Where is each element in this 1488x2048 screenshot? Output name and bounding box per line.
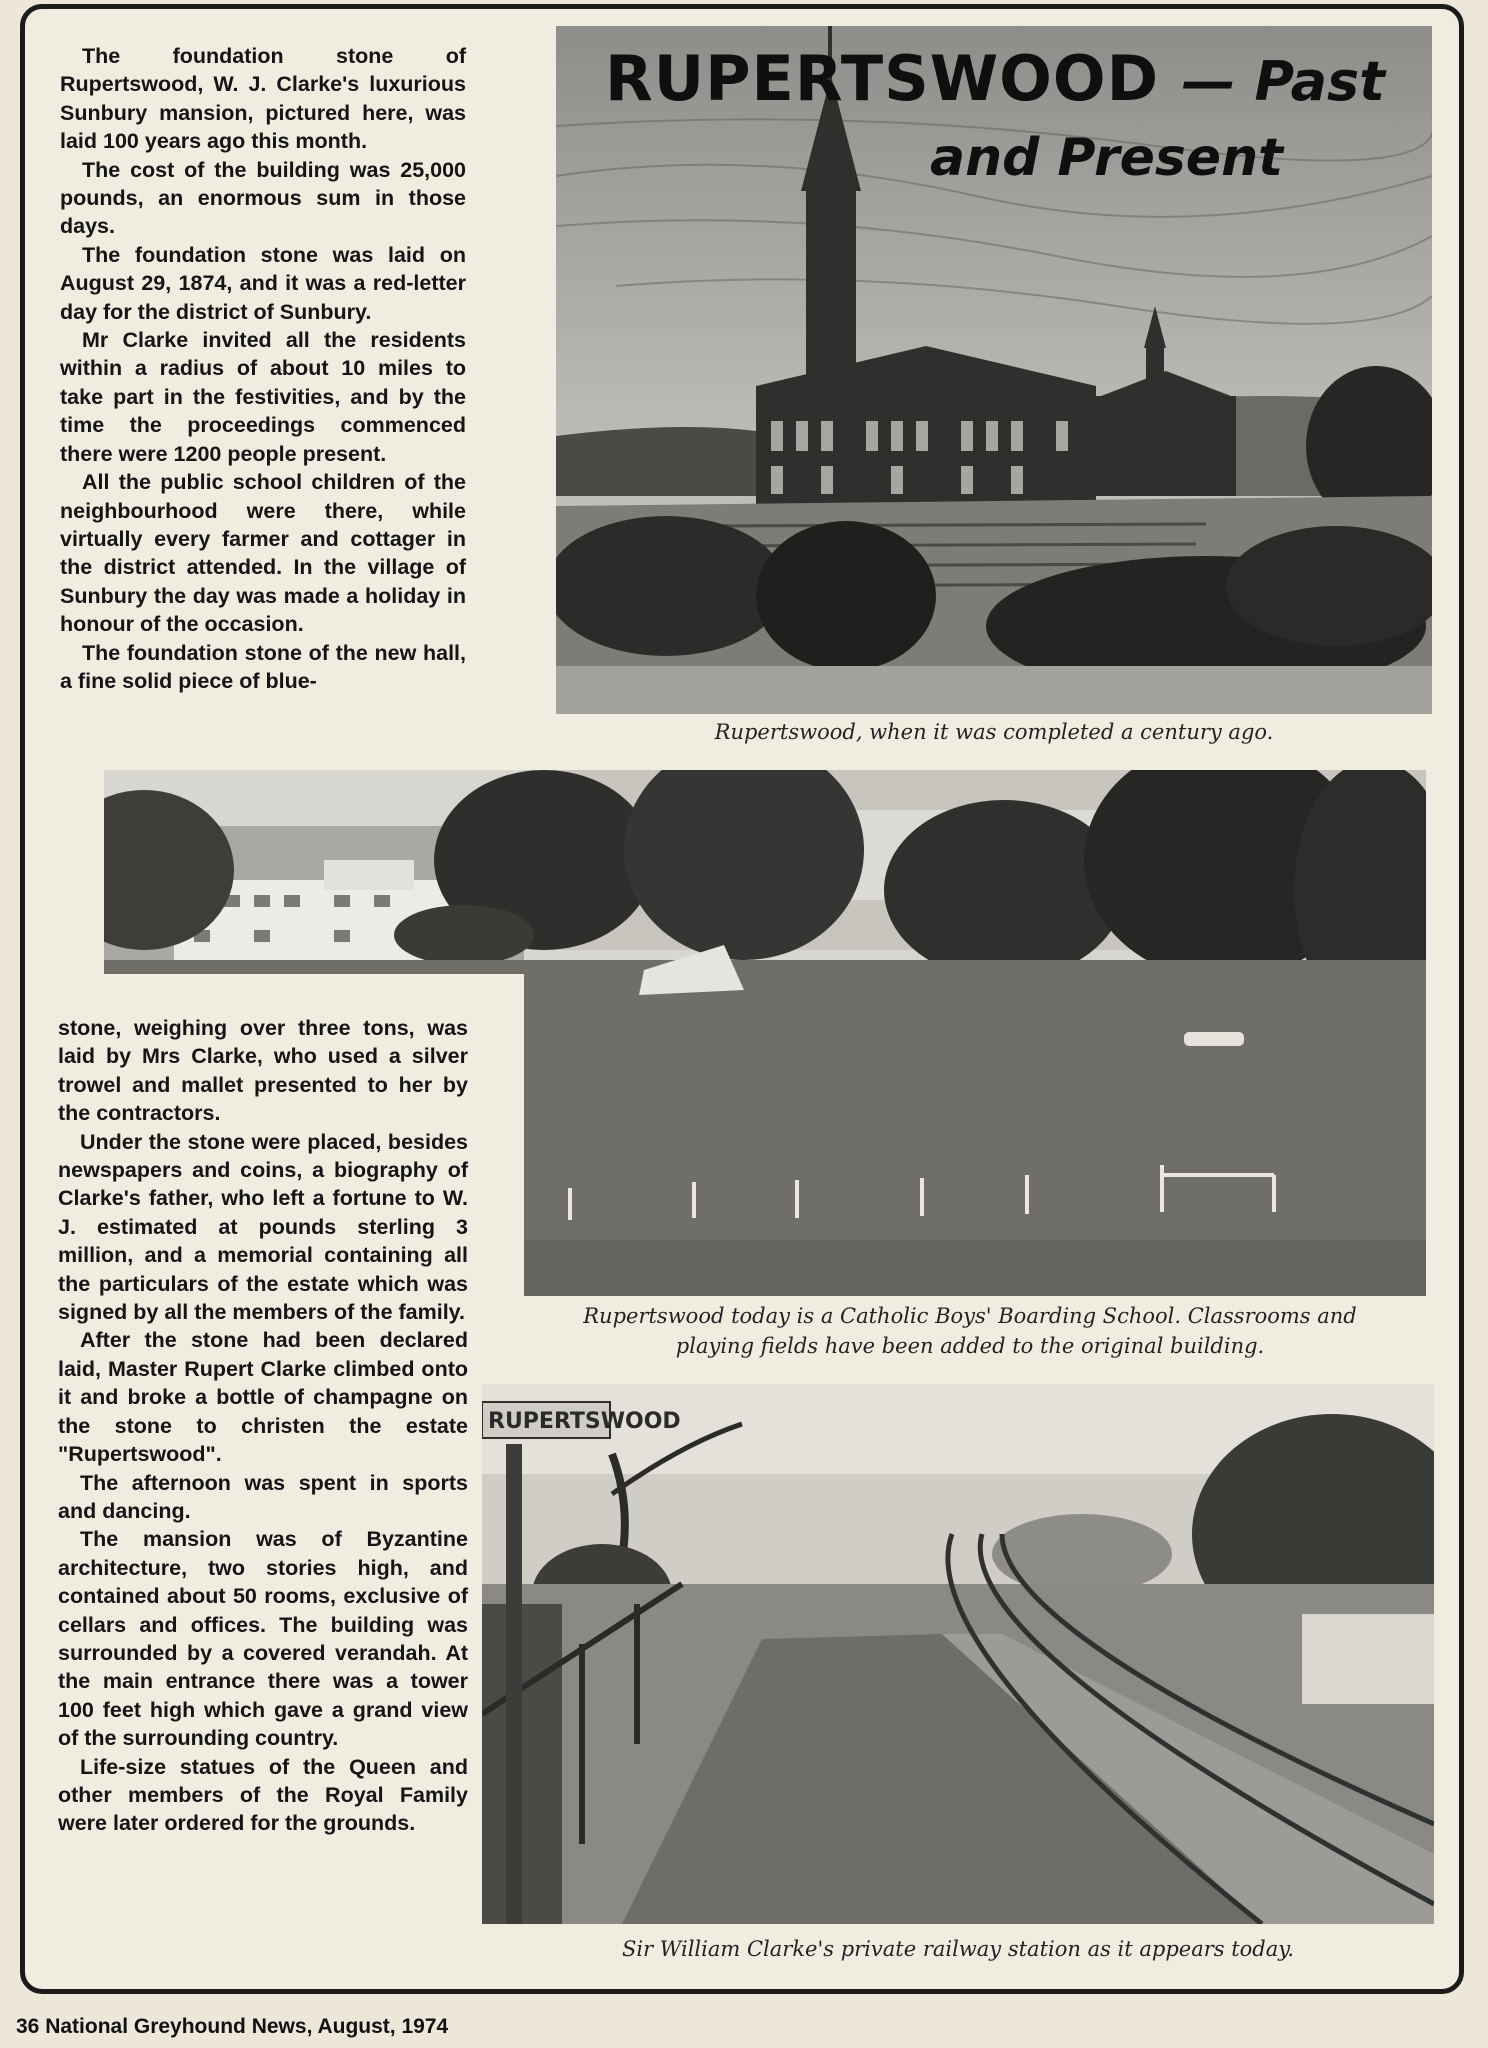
caption-photo2 bbox=[520, 1301, 1420, 1361]
paragraph: Under the stone were placed, besides newspapers and coins, a biography of Clarke's father, who left a fortune to W. J. estimated at pounds sterling 3 million, and a memorial containing all the particulars of the estate which was signed by all the members of the family. bbox=[58, 1129, 468, 1325]
article-title-line2: and Present bbox=[930, 128, 1283, 188]
station-sign-text: RUPERTSWOOD bbox=[488, 1409, 681, 1434]
paragraph: Life-size statues of the Queen and other members of the Royal Family were later ordered for the grounds. bbox=[58, 1754, 468, 1836]
caption-photo2-line2: playing fields have been added to the original building. bbox=[675, 1334, 1265, 1358]
paragraph: The cost of the building was 25,000 pounds, an enormous sum in those days. bbox=[60, 157, 466, 239]
article-column-bottom bbox=[58, 1014, 468, 1838]
article-column-top bbox=[60, 42, 466, 695]
photo-railway-station bbox=[482, 1384, 1434, 1924]
paragraph: The foundation stone of the new hall, a fine solid piece of blue- bbox=[60, 640, 466, 693]
caption-photo2-line1: Rupertswood today is a Catholic Boys' Boarding School. Classrooms and bbox=[583, 1304, 1357, 1328]
page-footer: 36 National Greyhound News, August, 1974 bbox=[16, 2015, 449, 2038]
paragraph: All the public school children of the neighbourhood were there, while virtually every farmer and cottager in the district attended. In the village of Sunbury the day was made a holiday in honour of the occasion. bbox=[60, 470, 466, 637]
title-main: RUPERTSWOOD bbox=[605, 42, 1160, 115]
caption-photo3: Sir William Clarke's private railway station as it appears today. bbox=[621, 1937, 1295, 1961]
paragraph: The mansion was of Byzantine architecture, two stories high, and contained about 50 rooms, exclusive of cellars and offices. The building was surrounded by a covered verandah. At the main entrance there was a tower 100 feet high which gave a grand view of the surrounding country. bbox=[58, 1527, 468, 1751]
paragraph: stone, weighing over three tons, was laid by Mrs Clarke, who used a silver trowel and mallet presented to her by the contractors. bbox=[58, 1016, 468, 1126]
paragraph: The foundation stone was laid on August 29, 1874, and it was a red-letter day for the district of Sunbury. bbox=[60, 242, 466, 324]
article-title bbox=[605, 42, 1385, 115]
paragraph: The afternoon was spent in sports and dancing. bbox=[58, 1470, 468, 1523]
paragraph: The foundation stone of Rupertswood, W. J. Clarke's luxurious Sunbury mansion, pictured here, was laid 100 years ago this month. bbox=[60, 44, 466, 154]
paragraph: After the stone had been declared laid, Master Rupert Clarke climbed onto it and broke a bottle of champagne on the stone to christen the estate "Rupertswood". bbox=[58, 1328, 468, 1467]
paragraph: Mr Clarke invited all the residents within a radius of about 10 miles to take part in the festivities, and by the time the proceedings commenced there were 1200 people present. bbox=[60, 328, 466, 466]
title-dash: — Past bbox=[1181, 50, 1385, 113]
caption-photo1: Rupertswood, when it was completed a century ago. bbox=[714, 720, 1274, 744]
